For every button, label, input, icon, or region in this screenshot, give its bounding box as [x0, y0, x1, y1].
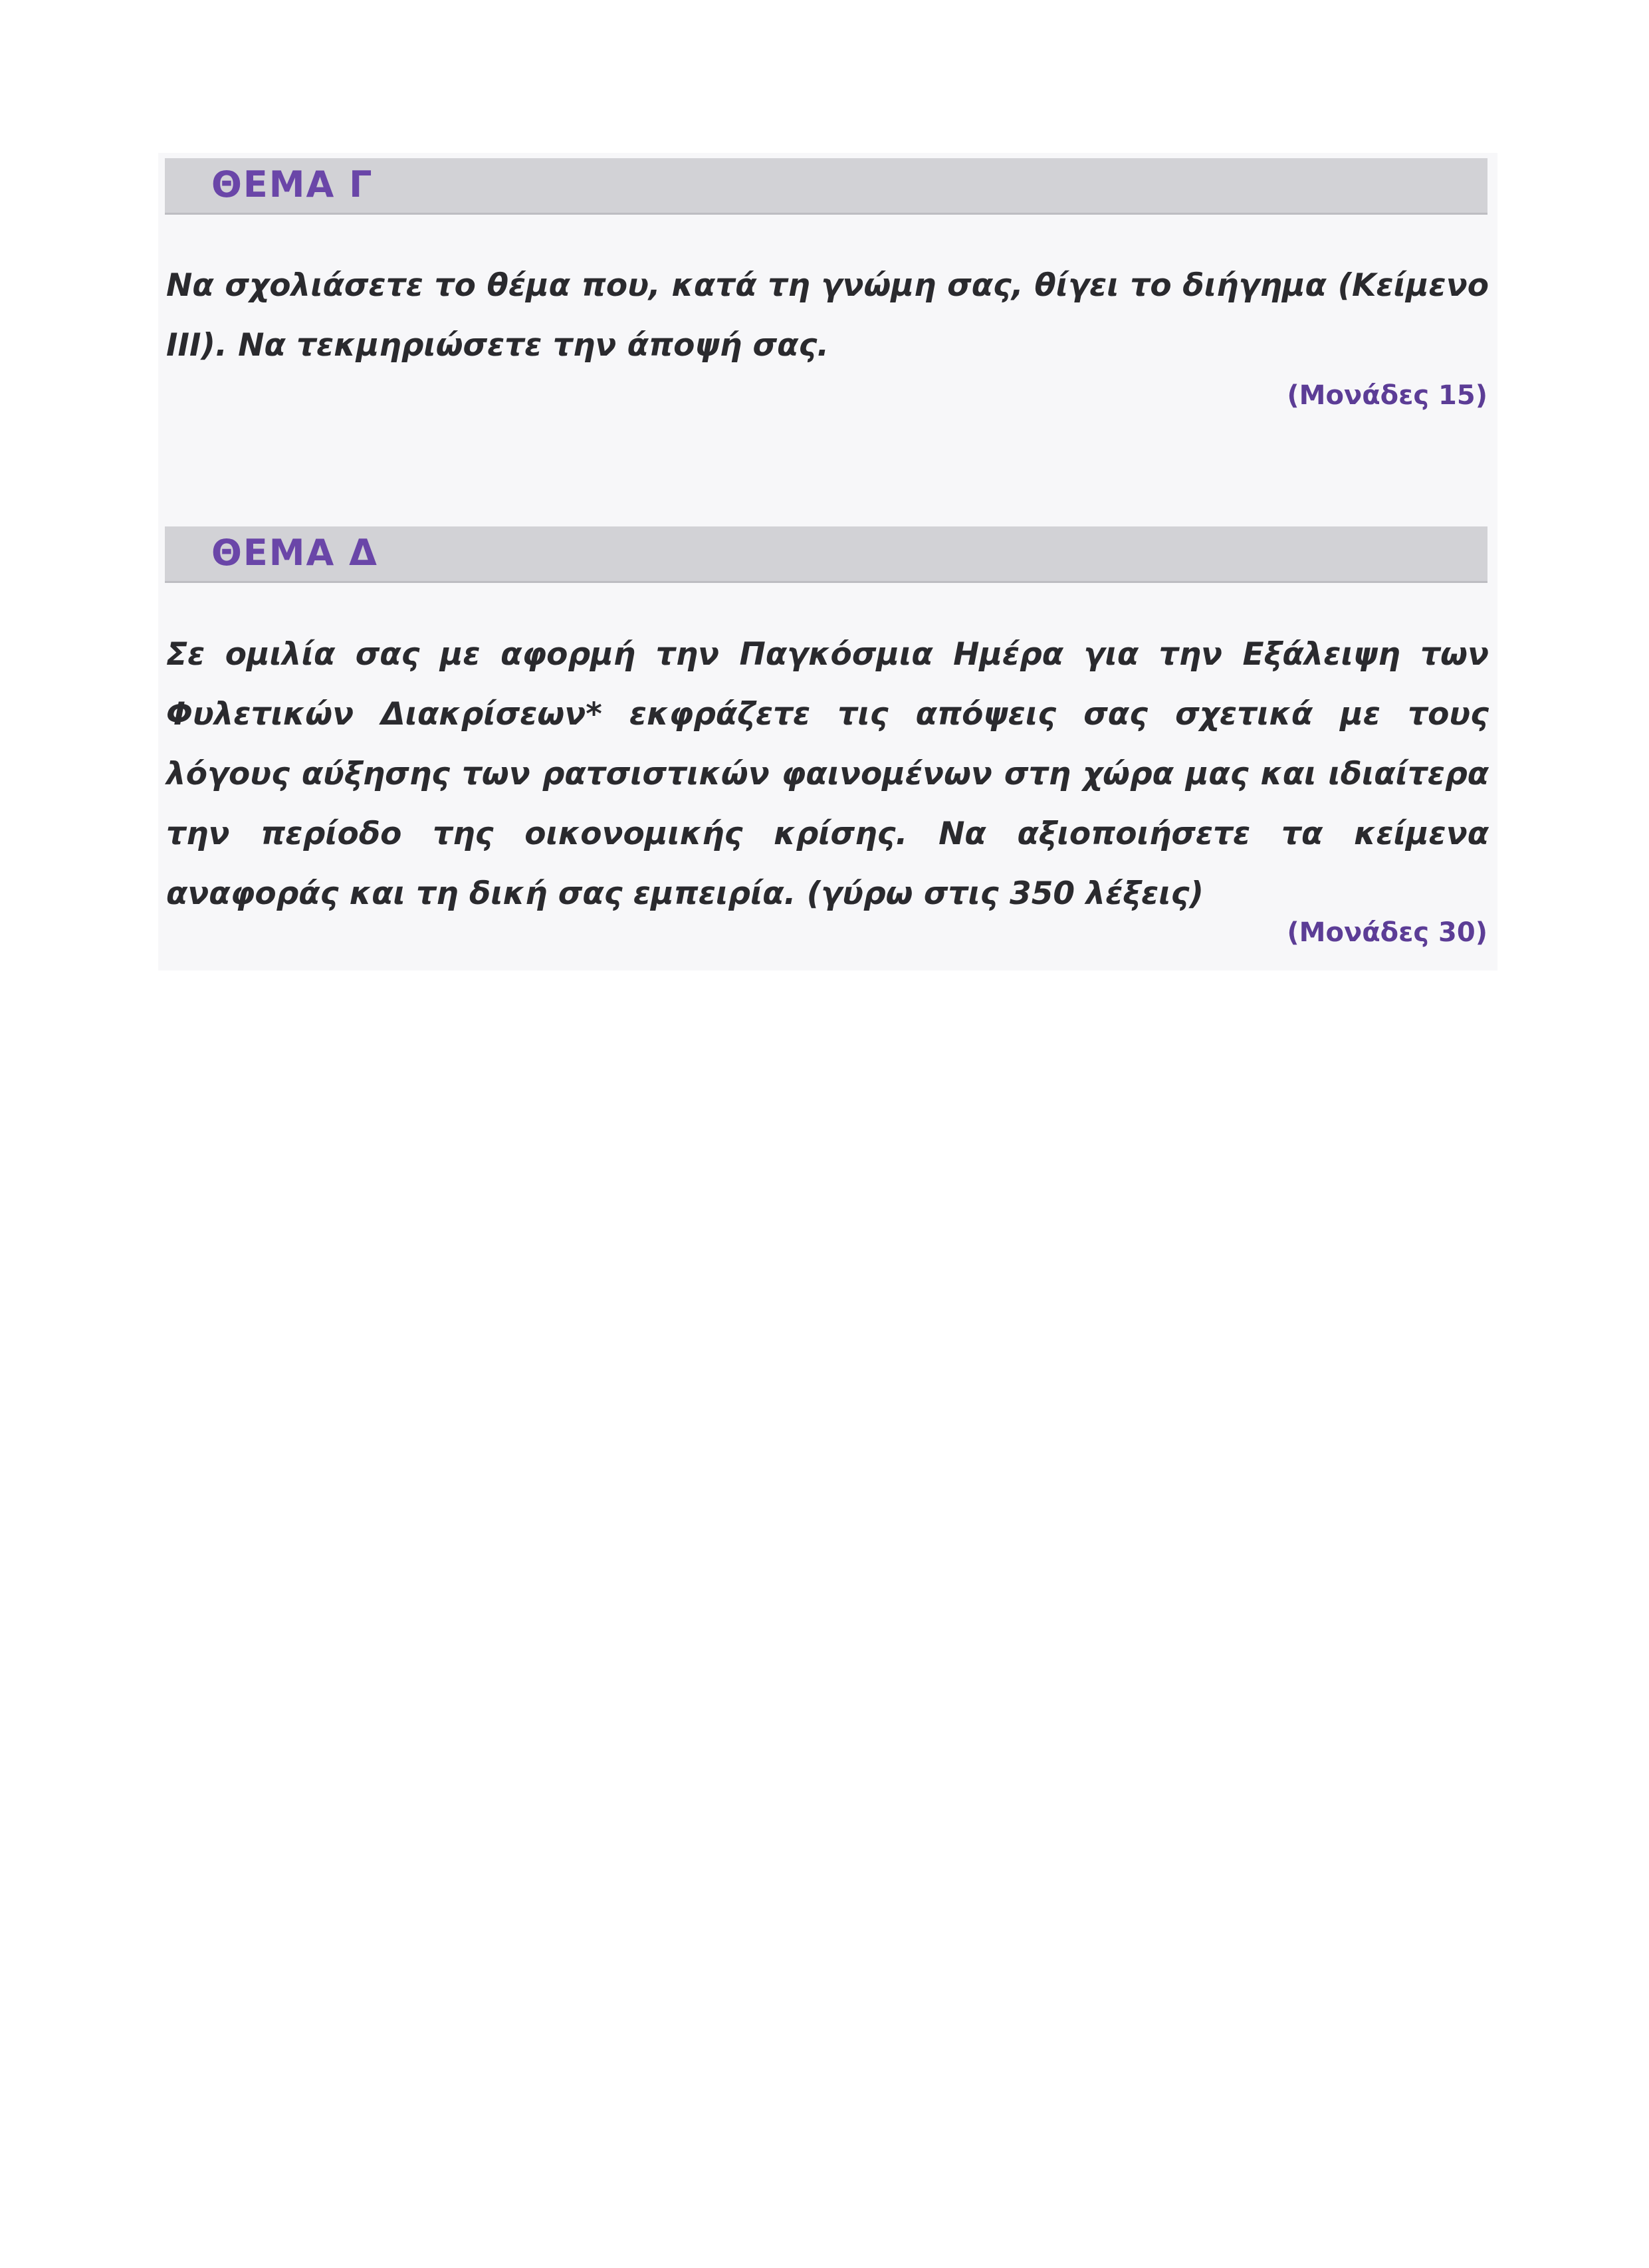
- question-text-d: Σε ομιλία σας με αφορμή την Παγκόσμια Ημέρα για την Εξάλειψη των Φυλετικών Διακρίσεων* εκφράζετε τις απόψεις σας σχετικά με τους λόγους αύξησης των ρατσιστικών φαινομένων στη χώρα μας και ιδιαίτερα την περίοδο της οικονομικής κρίσης. Να αξιοποιήσετε τα κείμενα αναφοράς και τη δική σας εμπειρία. (γύρω στις 350 λέξεις): [166, 636, 1489, 912]
- marks-c: (Μονάδες 15): [1287, 380, 1487, 411]
- marks-d: (Μονάδες 30): [1287, 917, 1487, 948]
- section-header-d: [165, 526, 1487, 583]
- section-header-c: [165, 158, 1487, 215]
- question-text-c: Να σχολιάσετε το θέμα που, κατά τη γνώμη σας, θίγει το διήγημα (Κείμενο ΙΙΙ). Να τεκμηριώσετε την άποψή σας.: [166, 267, 1489, 364]
- section-title-d: ΘΕΜΑ Δ: [211, 532, 378, 574]
- section-title-c: ΘΕΜΑ Γ: [211, 164, 374, 205]
